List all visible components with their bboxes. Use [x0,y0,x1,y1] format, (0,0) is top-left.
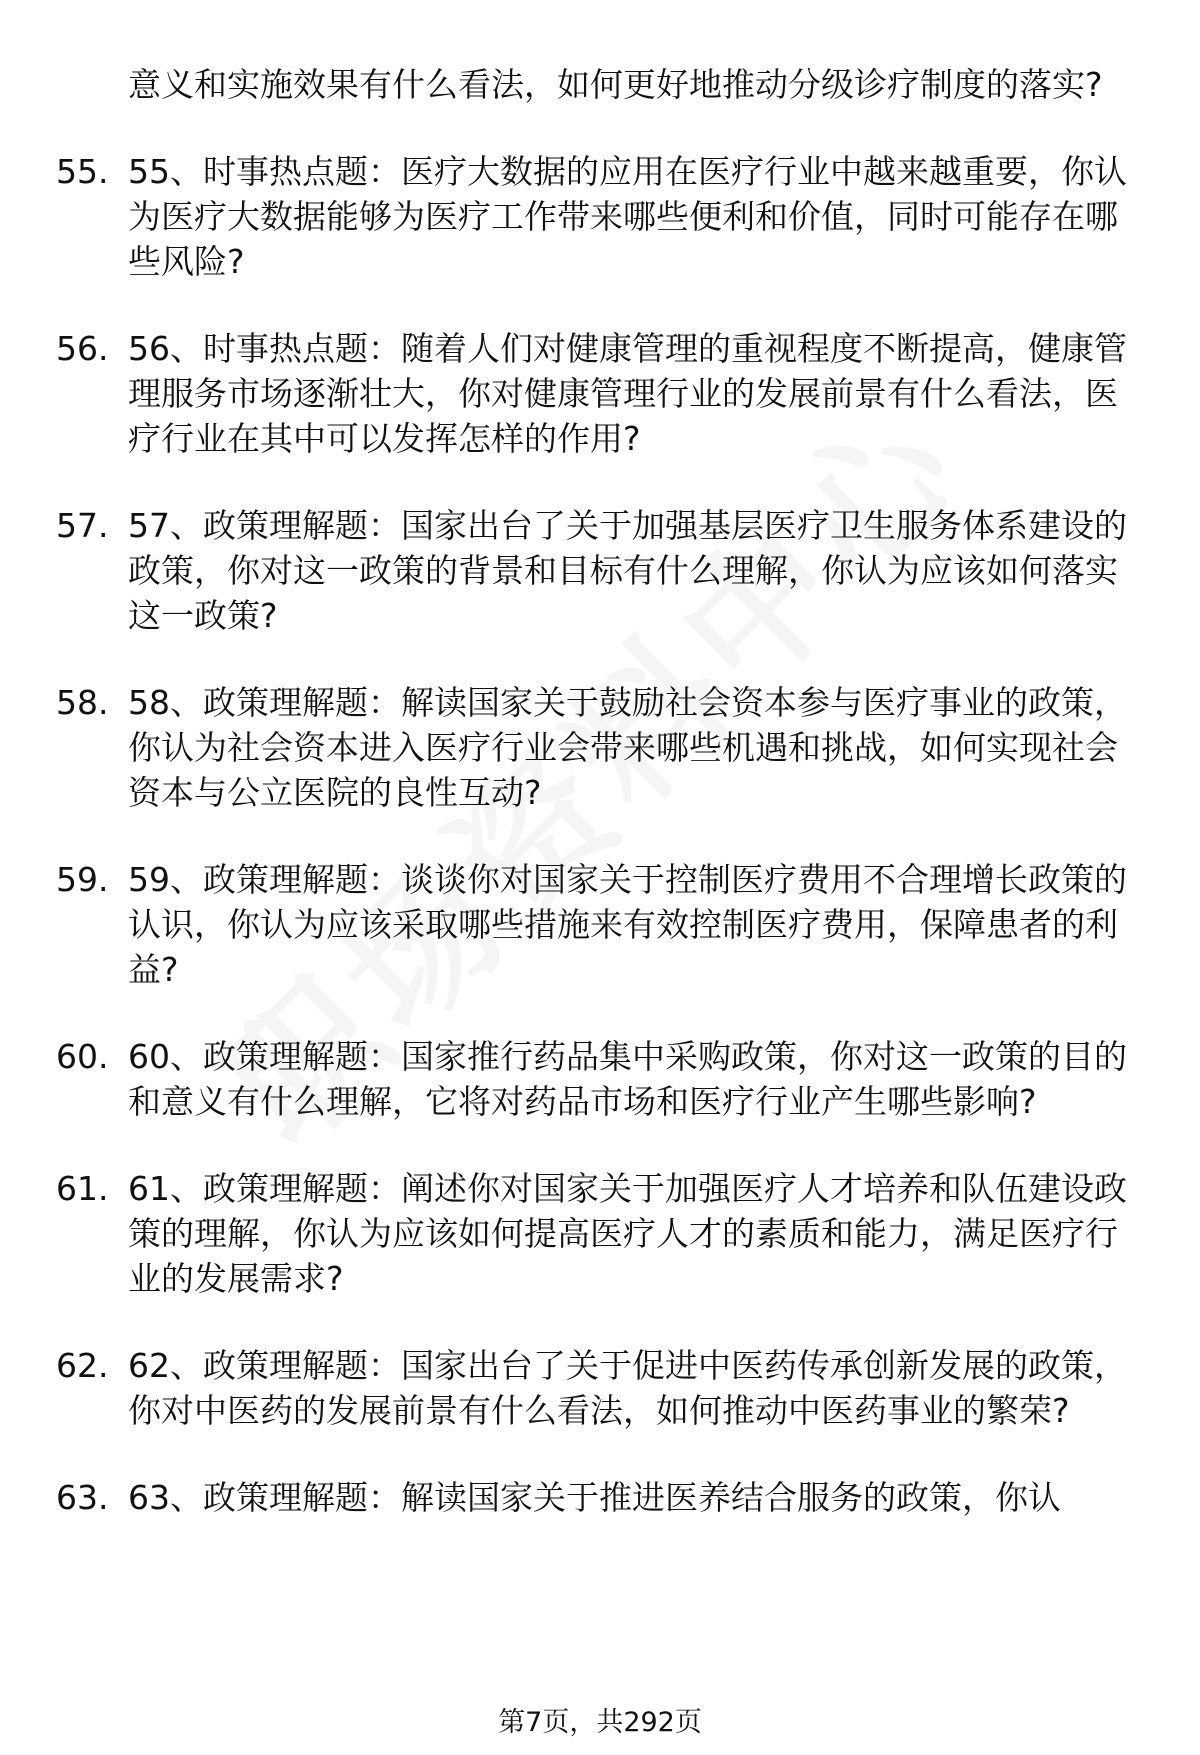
item-text: 55、时事热点题：医疗大数据的应用在医疗行业中越来越重要，你认为医疗大数据能够为医疗工作带来哪些便利和价值，同时可能存在哪些风险? [128,152,1127,281]
list-item [0,680,1200,815]
item-text: 61、政策理解题：阐述你对国家关于加强医疗人才培养和队伍建设政策的理解，你认为应该如何提高医疗人才的素质和能力，满足医疗行业的发展需求? [128,1169,1127,1298]
list-item [0,1475,1200,1520]
list-item [0,1166,1200,1301]
item-number: 60. [56,1037,109,1076]
list-item [0,149,1200,284]
item-number: 56. [56,329,109,368]
question-list [0,62,1200,1562]
list-item [0,1343,1200,1433]
list-item [0,326,1200,461]
item-number: 57. [56,506,109,545]
item-number: 59. [56,860,109,899]
item-number: 62. [56,1346,109,1385]
item-number: 55. [56,152,109,191]
list-item [0,1034,1200,1124]
page-footer: 第7页，共292页 [498,1707,702,1738]
item-text: 59、政策理解题：谈谈你对国家关于控制医疗费用不合理增长政策的认识，你认为应该采取哪些措施来有效控制医疗费用，保障患者的利益? [128,860,1127,989]
item-text: 56、时事热点题：随着人们对健康管理的重视程度不断提高，健康管理服务市场逐渐壮大，你对健康管理行业的发展前景有什么看法，医疗行业在其中可以发挥怎样的作用? [128,329,1127,458]
item-text: 意义和实施效果有什么看法，如何更好地推动分级诊疗制度的落实? [128,65,1103,104]
list-item [0,857,1200,992]
item-text: 58、政策理解题：解读国家关于鼓励社会资本参与医疗事业的政策，你认为社会资本进入医疗行业会带来哪些机遇和挑战，如何实现社会资本与公立医院的良性互动? [128,683,1127,812]
item-number: 63. [56,1478,109,1517]
item-number: 58. [56,683,109,722]
item-text: 57、政策理解题：国家出台了关于加强基层医疗卫生服务体系建设的政策，你对这一政策的背景和目标有什么理解，你认为应该如何落实这一政策? [128,506,1127,635]
item-text: 63、政策理解题：解读国家关于推进医养结合服务的政策，你认 [128,1478,1061,1517]
list-item-continuation [0,62,1200,107]
item-text: 60、政策理解题：国家推行药品集中采购政策，你对这一政策的目的和意义有什么理解，它将对药品市场和医疗行业产生哪些影响? [128,1037,1127,1121]
item-number: 61. [56,1169,109,1208]
list-item [0,503,1200,638]
item-text: 62、政策理解题：国家出台了关于促进中医药传承创新发展的政策，你对中医药的发展前景有什么看法，如何推动中医药事业的繁荣? [128,1346,1127,1430]
